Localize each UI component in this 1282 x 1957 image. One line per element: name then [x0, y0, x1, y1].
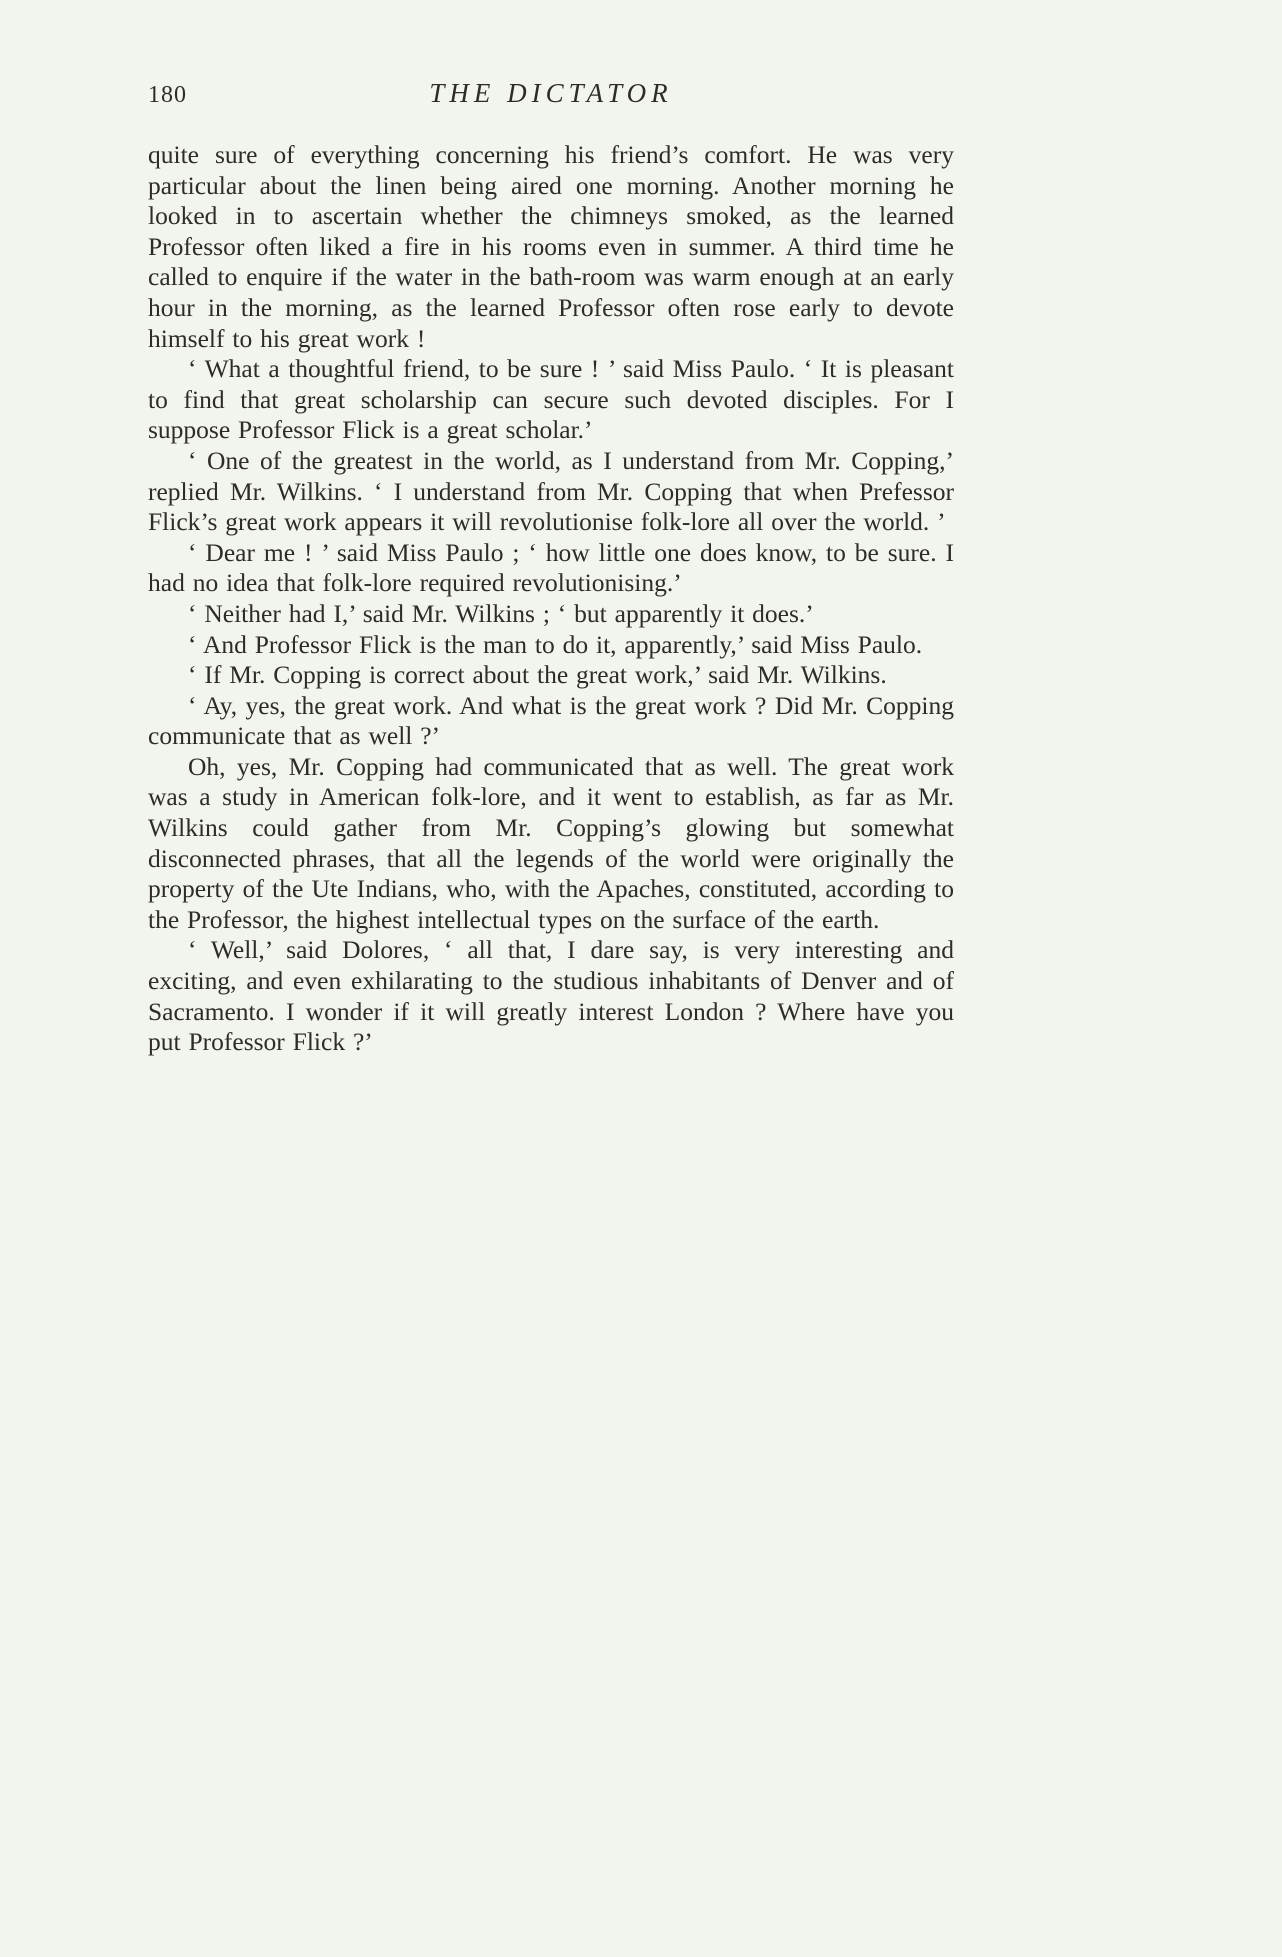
paragraph: ‘ One of the greatest in the world, as I understand from Mr. Copping,’ replied Mr. Wilkins. ‘ I understand from Mr. Copping that when Prefessor Flick’s great work appears it will revolutionise folk-lore all over the world. ’: [148, 445, 954, 537]
paragraph: ‘ Dear me ! ’ said Miss Paulo ; ‘ how little one does know, to be sure. I had no idea that folk-lore required revolutionising.’: [148, 537, 954, 598]
page-header: [148, 78, 954, 120]
paragraph: ‘ Neither had I,’ said Mr. Wilkins ; ‘ but apparently it does.’: [188, 598, 814, 628]
page-number: 180: [148, 82, 187, 108]
running-title: THE DICTATOR: [429, 78, 673, 108]
page-body: [148, 140, 954, 1058]
paragraph: ‘ And Professor Flick is the man to do it, apparently,’ said Miss Paulo.: [188, 629, 923, 659]
paragraph: quite sure of everything concerning his friend’s comfort. He was very particular about the linen being aired one morning. Another morning he looked in to ascertain whether the chimneys smoked, as the learned Professor often liked a fire in his rooms even in summer. A third time he called to enquire if the water in the bath-room was warm enough at an early hour in the morning, as the learned Professor often rose early to devote himself to his great work !: [148, 140, 954, 353]
book-page: [148, 78, 954, 1058]
paragraph: ‘ Ay, yes, the great work. And what is the great work ? Did Mr. Copping communicate that as well ?’: [148, 690, 954, 751]
paragraph: ‘ Well,’ said Dolores, ‘ all that, I dare say, is very interesting and exciting, and even exhilarating to the studious inhabitants of Denver and of Sacramento. I wonder if it will greatly interest London ? Where have you put Professor Flick ?’: [148, 935, 954, 1057]
paragraph: ‘ If Mr. Copping is correct about the great work,’ said Mr. Wilkins.: [188, 660, 887, 690]
paragraph: ‘ What a thoughtful friend, to be sure ! ’ said Miss Paulo. ‘ It is pleasant to find that great scholarship can secure such devoted disciples. For I suppose Professor Flick is a great scholar.’: [148, 354, 954, 445]
paragraph: Oh, yes, Mr. Copping had communicated that as well. The great work was a study in American folk-lore, and it went to establish, as far as Mr. Wilkins could gather from Mr. Copping’s glowing but somewhat disconnected phrases, that all the legends of the world were originally the property of the Ute Indians, who, with the Apaches, constituted, according to the Professor, the highest intellectual types on the surface of the earth.: [148, 751, 954, 934]
